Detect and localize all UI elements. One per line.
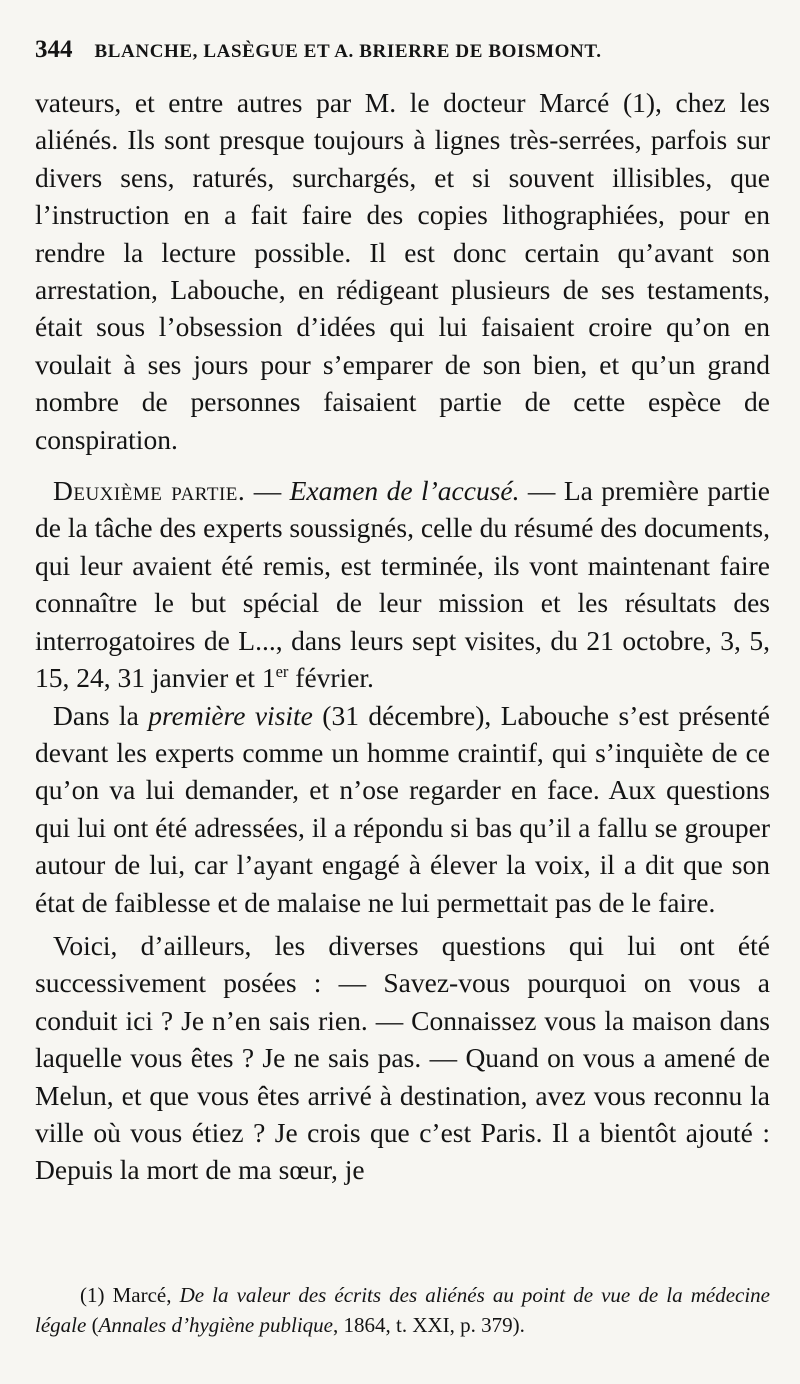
footnote-open: (: [86, 1313, 99, 1337]
paragraph-questions: Voici, d’ailleurs, les diverses questions qui lui ont été successivement posées : — Savez-vous pourquoi on vous a conduit ici ? Je n’en sais rien. — Connaissez vous la maison dans laquelle vous êtes ? Je ne sais pas. — Quand on vous a amené de Melun, et que vous êtes arrivé à destination, avez vous reconnu la ville où vous étiez ? Je crois que c’est Paris. Il a bientôt ajouté : Depuis la mort de ma sœur, je: [35, 929, 770, 1186]
section-text: — La première partie de la tâche des experts soussignés, celle du résumé des documents, qui leur avaient été remis, est terminée, ils vont maintenant faire connaître le but spécial de leur mission et les résultats des interrogatoires de L..., dans leurs sept visites, du 21 octobre, 3, 5, 15, 24, 31 janvier et 1: [35, 475, 770, 694]
body-text: [35, 84, 770, 1189]
footnote-rest: , 1864, t. XXI, p. 379).: [333, 1313, 525, 1337]
first-visit-text: (31 décembre), Labouche s’est présenté devant les experts comme un homme craintif, qui s’inquiète de ce qu’on va lui demander, et n’ose regarder en face. Aux questions qui lui ont été adressées, il a répondu si bas qu’il a fallu se grouper autour de lui, car l’ayant engagé à élever la voix, il a dit que son état de faiblesse et de malaise ne lui permettait pas de le faire.: [35, 699, 770, 918]
footnote-marker: (1) Marcé,: [80, 1283, 180, 1307]
paragraph-first-visit: [35, 697, 770, 921]
first-visit-lead: Dans la: [53, 699, 149, 731]
ordinal-superscript: er: [275, 661, 289, 681]
footnote-journal: Annales d’hygiène publique: [98, 1313, 333, 1337]
running-head: [35, 36, 770, 84]
paragraph-continuation: vateurs, et entre autres par M. le docteur Marcé (1), chez les aliénés. Ils sont presque toujours à lignes très-serrées, parfois sur divers sens, raturés, surchargés, et si souvent illisibles, que l’instruction en a fait faire des copies lithographiées, pour en rendre la lecture possible. Il est donc certain qu’avant son arrestation, Labouche, en rédigeant plusieurs de ses testaments, était sous l’obsession d’idées qui lui faisaient croire qu’on en voulait à ses jours pour s’emparer de son bien, et qu’un grand nombre de personnes faisaient partie de cette espèce de conspiration.: [35, 87, 770, 455]
page-number: 344: [35, 36, 73, 63]
section-dash: —: [245, 475, 290, 507]
section-heading: Deuxième partie.: [53, 475, 246, 507]
first-visit-emphasis: première visite: [148, 699, 313, 731]
section-subheading: Examen de l’accusé.: [289, 475, 520, 507]
paragraph-section-two: [35, 472, 770, 696]
footnote-title: De la valeur des écrits des aliénés au point de vue de la médecine légale: [35, 1283, 770, 1337]
footnote: [35, 1280, 770, 1340]
running-title: BLANCHE, LASÈGUE ET A. BRIERRE DE BOISMONT.: [94, 41, 602, 62]
section-text-end: février.: [288, 662, 374, 694]
